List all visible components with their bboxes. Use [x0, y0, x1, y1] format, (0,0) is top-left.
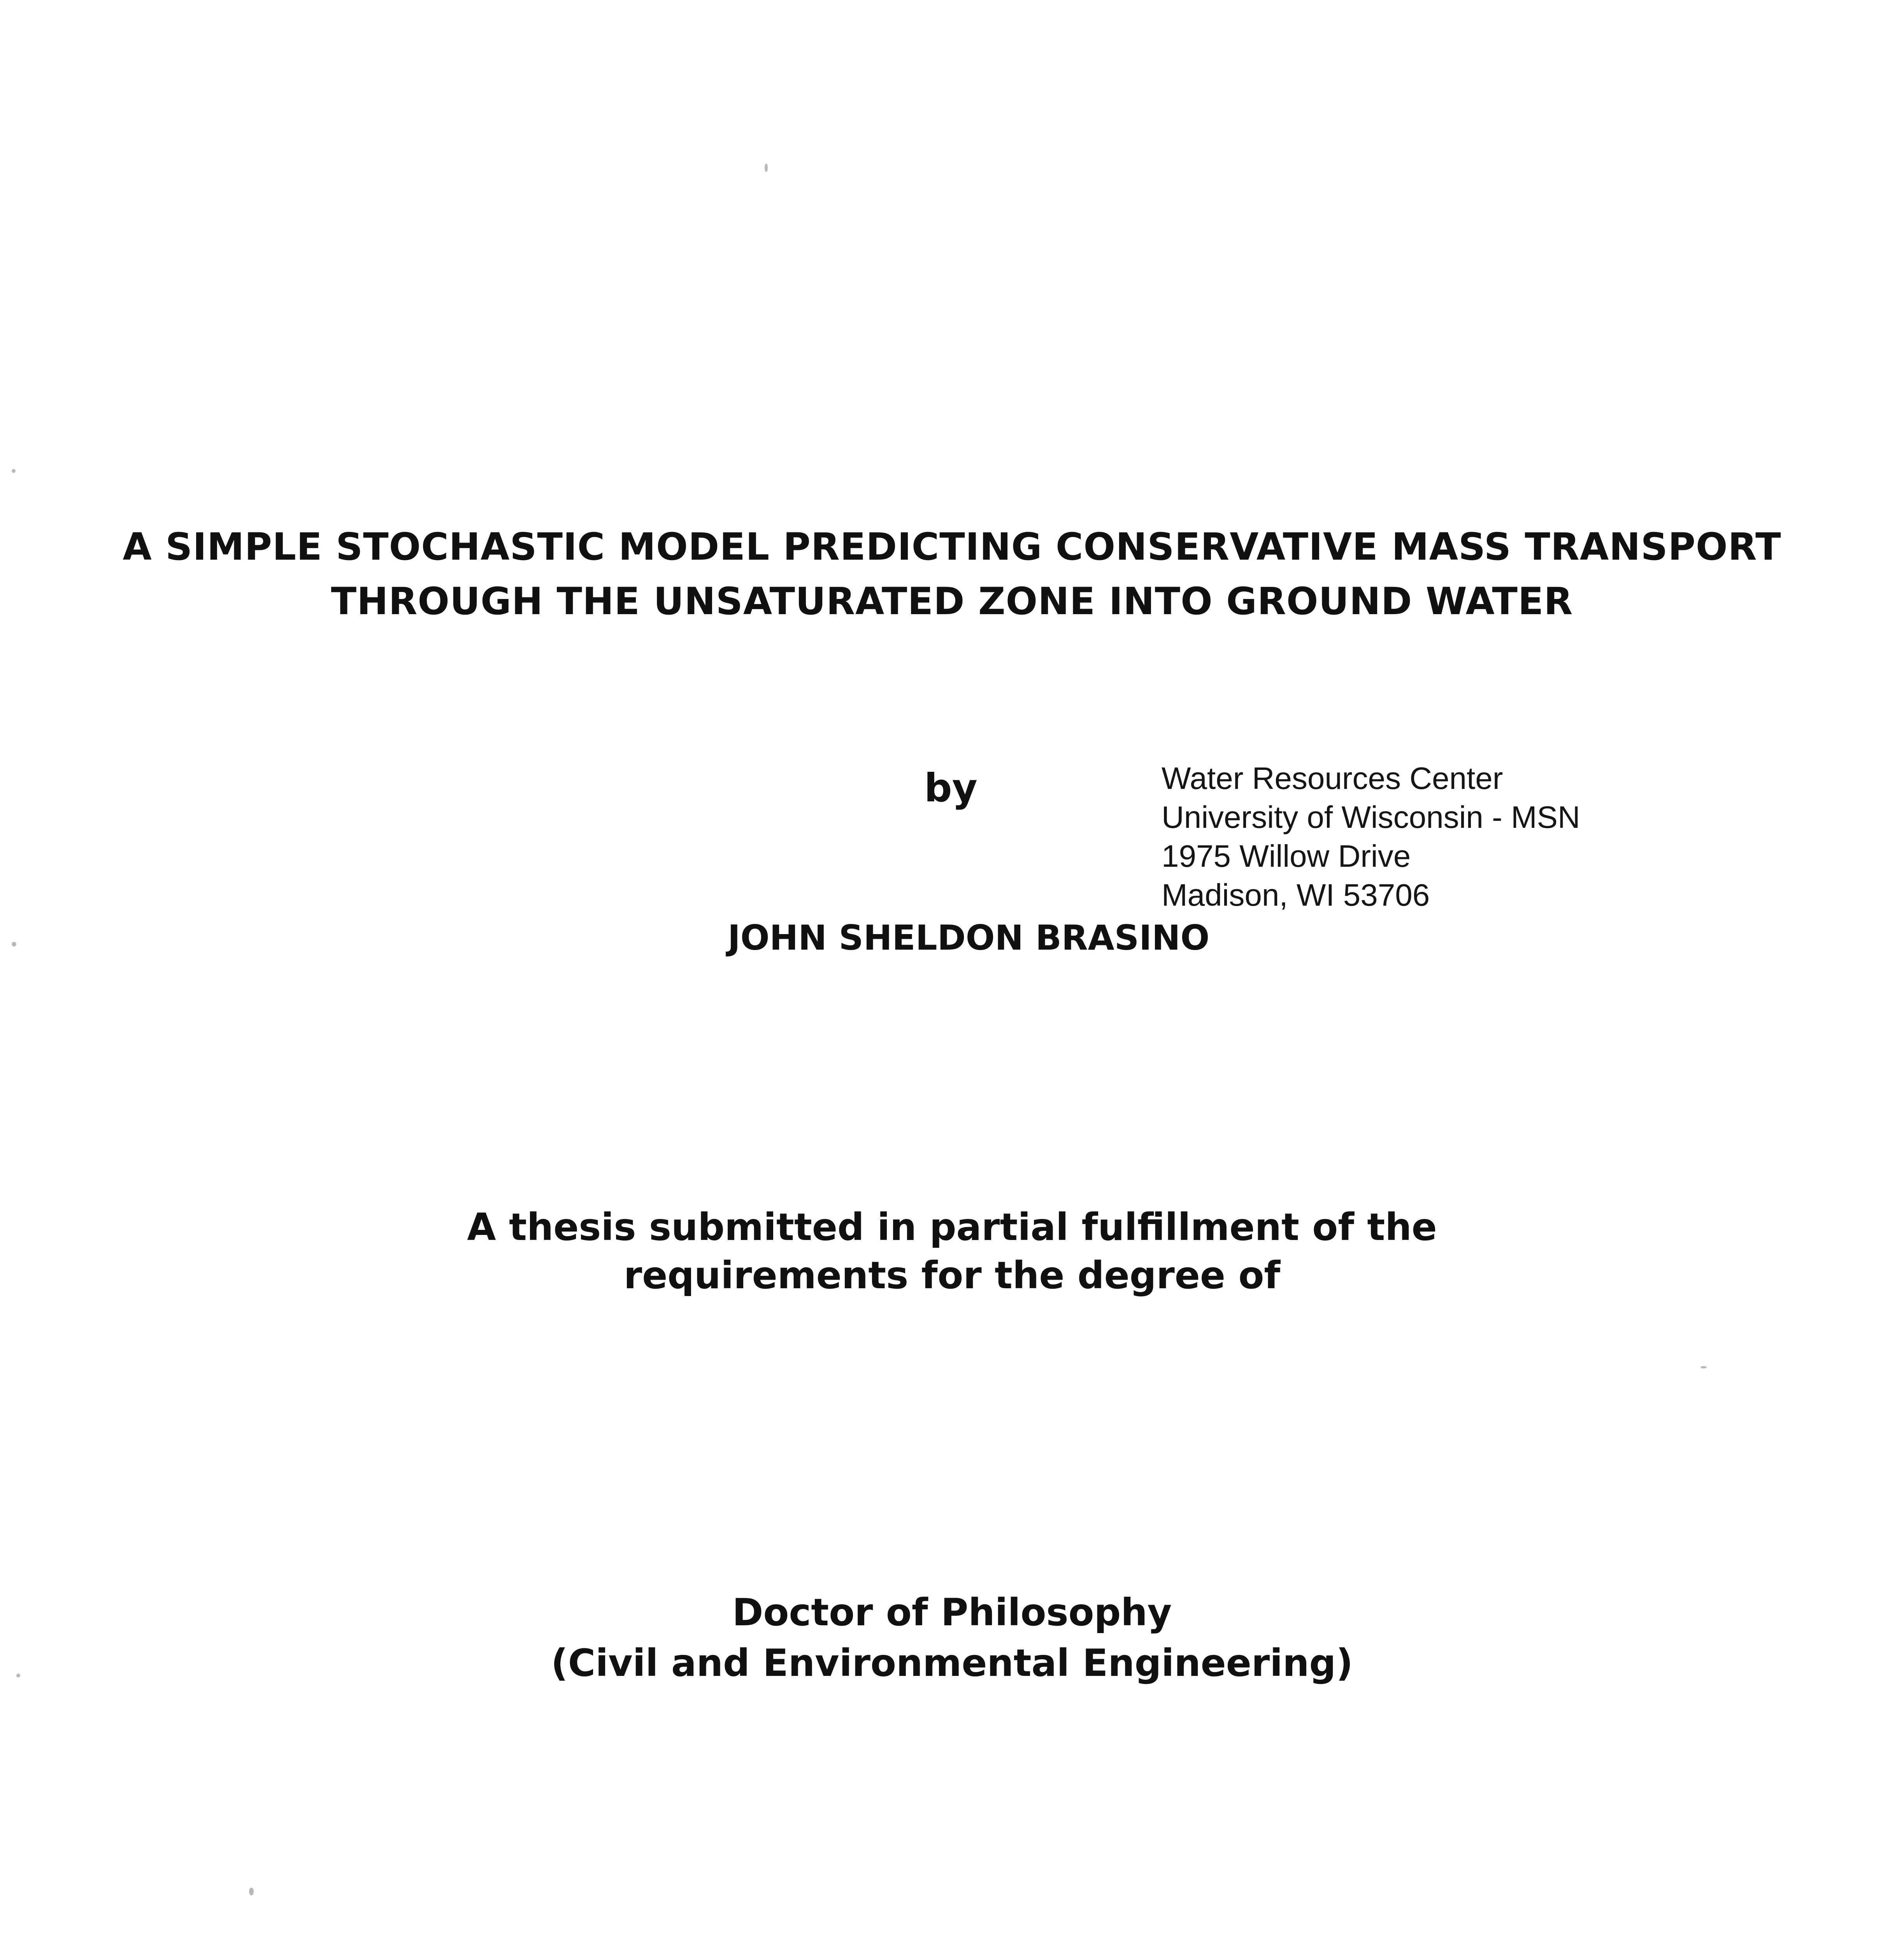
scan-speck	[1700, 1366, 1707, 1368]
submission-line-2: requirements for the degree of	[623, 1254, 1281, 1297]
author-name: JOHN SHELDON BRASINO	[728, 918, 1210, 958]
degree-field: (Civil and Environmental Engineering)	[551, 1641, 1353, 1685]
thesis-title-line-2: THROUGH THE UNSATURATED ZONE INTO GROUND WATER	[331, 580, 1573, 623]
scan-speck	[765, 163, 768, 172]
address-line-4: Madison, WI 53706	[1162, 878, 1430, 912]
address-stamp	[1162, 759, 1580, 915]
scan-speck	[249, 1888, 254, 1895]
address-line-3: 1975 Willow Drive	[1162, 839, 1411, 873]
address-line-2: University of Wisconsin - MSN	[1162, 800, 1580, 834]
thesis-title-line-1: A SIMPLE STOCHASTIC MODEL PREDICTING CONSERVATIVE MASS TRANSPORT	[123, 525, 1781, 569]
scan-speck	[12, 942, 16, 947]
scan-speck	[12, 469, 16, 473]
address-line-1: Water Resources Center	[1162, 761, 1503, 796]
degree-name: Doctor of Philosophy	[732, 1591, 1172, 1634]
by-label: by	[924, 765, 977, 811]
submission-line-1: A thesis submitted in partial fulfillment of the	[467, 1205, 1437, 1249]
